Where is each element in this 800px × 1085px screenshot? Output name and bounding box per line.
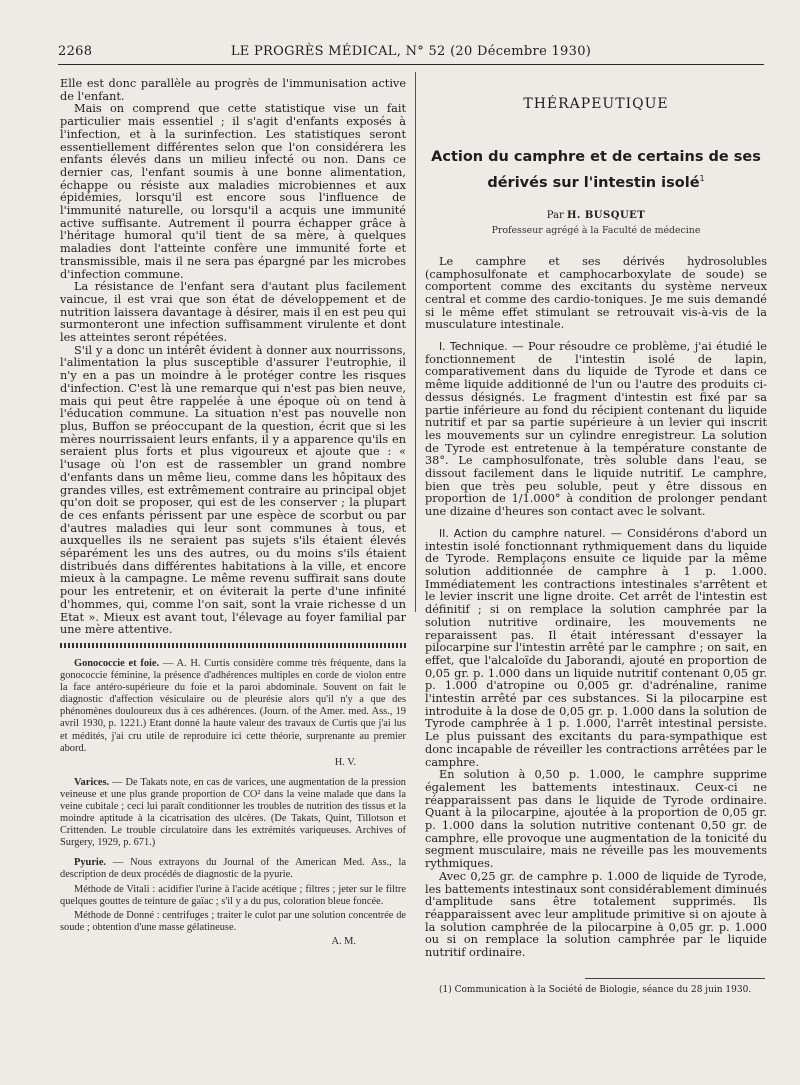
- title-footnote-marker: 1: [699, 174, 705, 183]
- footnote-rule: [585, 978, 765, 979]
- note-text: — Nous extrayons du Journal of the American Med. Ass., la description de deux procédés de diagnostic de la pyurie.: [60, 857, 406, 881]
- column-separator: [415, 72, 416, 612]
- left-body-text: [60, 78, 406, 637]
- section-heading: THÉRAPEUTIQUE: [523, 96, 669, 112]
- subsection-label: II. Action du camphre naturel.: [439, 526, 606, 540]
- paragraph: Mais on comprend que cette statistique vise un fait particulier mais essentiel ; il s'agit d'enfants exposés à l'infection, et à la surinfection. Les statistiques seront essentiellement différentes selon que l'on considérera les enfants élevés dans un milieu infecté ou non. Dans ce dernier cas, l'enfant soumis à une bonne alimentation, échappe ou résiste aux maladies microbiennes et aux épidémies, lorsqu'il est encore sous l'influence de l'immunité naturelle, ou lorsqu'il a acquis une immunité active suffisante. Autrement il pourra échapper grâce à l'héritage humoral qu'il tient de sa mère, à quelques maladies dont l'atteinte confère une immunité forte et transmissible, mais il ne sera pas épargné par les microbes d'infection commune.: [60, 102, 406, 281]
- footnote: (1) Communication à la Société de Biologie, séance du 28 juin 1930.: [439, 984, 752, 995]
- paragraph: Elle est donc parallèle au progrès de l'immunisation active de l'enfant.: [60, 78, 406, 103]
- note-text: — A. H. Curtis considère comme très fréquente, dans la gonococcie féminine, la présence d'adhérences multiples en corde de violon entre la face antéro-supérieure du foie et la paroi abdominale. Souvent on fait le diagnostic d'affection vésiculaire ou de pleurésie alors qu'il n'y a que des phénomènes douloureux dus à ces adhérences. (Journ. of the Amer. med. Ass., 19 avril 1930, p. 1221.) Etant donné la haute valeur des travaux de Curtis que j'ai lus et médités, j'ai cru utile de reproduire ici cette théorie, surprenante au premier abord.: [60, 657, 406, 754]
- paragraph: Avec 0,25 gr. de camphre p. 1.000 de liquide de Tyrode, les battements intestinaux sont considérablement diminués d'amplitude sans être totalement supprimés. Ils réapparaissent avec leur amplitude primitive si on ajoute à la solution camphrée de la pilocarpine à 0,05 gr. p. 1.000 ou si on remplace la solution camphrée par le liquide nutritif ordinaire.: [425, 869, 767, 960]
- note-pyurie: [60, 857, 406, 948]
- note-paragraph: Méthode de Vitali : acidifier l'urine à l'acide acétique ; filtres ; jeter sur le filtre quelques gouttes de teinture de gaïac ; s'il y a du pus, coloration bleue foncée.: [60, 883, 406, 907]
- running-header: [58, 44, 764, 62]
- paragraph-text: — Pour résoudre ce problème, j'ai étudié le fonctionnement de l'intestin isolé de lapin, comparativement dans du liquide de Tyrode et dans ce même liquide additionné de l'un ou l'autre des produits ci-dessus désignés. Le fragment d'intestin est fixé par sa partie inférieure au fond du récipient contenant du liquide nutritif et par sa partie supérieure à un levier qui inscrit les mouvements sur un cylindre enregistreur. La solution de Tyrode est entretenue à la température constante de 38°. Le camphosulfonate, très soluble dans l'eau, se dissout facilement dans le liquide nutritif. Le camphre, bien que très peu soluble, peut y être dissous en proportion de 1/1.000° à condition de prolonger pendant une dizaine d'heures son contact avec le solvant.: [425, 340, 767, 519]
- paragraph: La résistance de l'enfant sera d'autant plus facilement vaincue, il est vrai que son état de développement et de nutrition laissera davantage à désirer, mais il en est peu qui surmonteront une infection suffisamment virulente et dont les atteintes seront répétées.: [60, 280, 406, 345]
- notes-section: [60, 658, 406, 948]
- author-name: H. BUSQUET: [566, 209, 646, 221]
- note-heading: Gonococcie et foie.: [74, 657, 160, 669]
- article-title-text: Action du camphre et de certains de ses dérivés sur l'intestin isolé: [431, 149, 761, 191]
- note-text: — De Takats note, en cas de varices, une augmentation de la pression veineuse et une plus grande proportion de CO² dans la veine malade que dans la veine cubitale ; ceci lui paraît conditionner les troubles de nutrition des tissus et la moindre aptitude à la cicatrisation des ulcères. (De Takats, Quint, Tillotson et Crittenden. Le trouble circulatoire dans les extrémités variqueuses. Archives of Surgery, 1929, p. 671.): [60, 776, 406, 849]
- page-number: 2268: [58, 44, 93, 59]
- article-body: [425, 256, 767, 960]
- article-title: [425, 146, 767, 194]
- note-paragraph: Méthode de Donné : centrifuges ; traiter le culot par une solution concentrée de soude ; obtention d'une masse gélatineuse.: [60, 909, 406, 933]
- note-heading: Pyurie.: [74, 857, 107, 869]
- paragraph: En solution à 0,50 p. 1.000, le camphre supprime également les battements intestinaux. Ceux-ci ne réapparaissent pas dans le liquide de Tyrode ordinaire. Quant à la pilocarpine, ajoutée à la proportion de 0,05 gr. p. 1.000 dans la solution nutritive contenant 0,50 gr. de camphre, elle provoque une augmentation de la tonicité du segment musculaire, mais ne réveille pas les mouvements rythmiques.: [425, 768, 767, 871]
- note-signature: H. V.: [334, 756, 356, 768]
- paragraph-text: — Considérons d'abord un intestin isolé fonctionnant rythmiquement dans du liquide de Tyrode. Remplaçons ensuite ce liquide par la même solution additionnée de camphre à 1 p. 1.000. Immédiatement les contractions intestinales s'arrêtent et le levier inscrit une ligne droite. Cet arrêt de l'intestin est définitif ; si on remplace la solution camphrée par la solution nutritive ordinaire, les mouvements ne reparaissent pas. Il était intéressant d'essayer la pilocarpine sur l'intestin arrêté par le camphre ; on sait, en effet, que l'alcaloïde du Jaborandi, ajouté en proportion de 0,05 gr. p. 1.000 dans un liquide nutritif contenant 0,05 gr. p. 1.000 d'atropine ou 0,005 gr. d'adrénaline, ranime l'intestin arrêté par ces substances. Si la pilocarpine est introduite à la dose de 0,05 gr. p. 1.000 dans la solution de Tyrode camphrée à 1 p. 1.000, l'arrêt intestinal persiste. Le plus puissant des excitants du para-sympathique est donc incapable de réveiller les contractions arrêtées par le camphre.: [425, 526, 767, 769]
- author-affiliation: Professeur agrégé à la Faculté de médecine: [491, 224, 701, 236]
- subsection-label: I. Technique.: [439, 340, 508, 354]
- paragraph: S'il y a donc un intérêt évident à donner aux nourrissons, l'alimentation la plus susceptible d'assurer l'eutrophie, il n'y en a pas un moindre à le protéger contre les risques d'infection. C'est là une remarque qui n'est pas bien neuve, mais qui peut être rappelée à une époque où on tend à l'éducation commune. La situation n'est pas nouvelle non plus, Buffon se préoccupant de la question, écrit que si les mères nourrissaient leurs enfants, il y a apparence qu'ils en seraient plus forts et plus vigoureux et ajoute que : « l'usage où l'on est de rassembler un grand nombre d'enfants dans un même lieu, comme dans les hôpitaux des grandes villes, est extrêmement contraire au principal objet qu'on doit se proposer, qui est de les conserver ; la plupart de ces enfants périssent par une espèce de scorbut ou par d'autres maladies qui leur sont communes à tous, et auxquelles ils ne seraient pas sujets s'ils étaient élevés séparément les uns des autres, ou du moins s'ils étaient distribués dans différentes habitations à la ville, et encore mieux à la campagne. Le même revenu suffirait sans doute pour les entretenir, et on éviterait la perte d'une infinité d'hommes, qui, comme l'on sait, sont la vraie richesse d un Etat ». Mieux est avant tout, l'élevage au foyer familial par une mère attentive.: [60, 343, 406, 637]
- note-signature: A. M.: [331, 935, 356, 947]
- header-rule: [58, 64, 764, 65]
- byline-prefix: Par: [546, 209, 567, 221]
- right-column: [425, 78, 767, 1063]
- byline: [425, 210, 767, 221]
- left-column: [60, 78, 406, 1018]
- note-gonococcie: [60, 658, 406, 769]
- paragraph: Le camphre et ses dérivés hydrosolubles (camphosulfonate et camphocarboxylate de soude) se comportent comme des excitants du système nerveux central et comme des cardio-toniques. Je me suis demandé si le même effet stimulant se retrouvait vis-à-vis de la musculature intestinale.: [425, 254, 767, 332]
- note-heading: Varices.: [74, 776, 110, 788]
- dotted-separator: [60, 643, 406, 648]
- note-varices: [60, 777, 406, 850]
- running-title: LE PROGRÈS MÉDICAL, N° 52 (20 Décembre 1930): [230, 44, 592, 59]
